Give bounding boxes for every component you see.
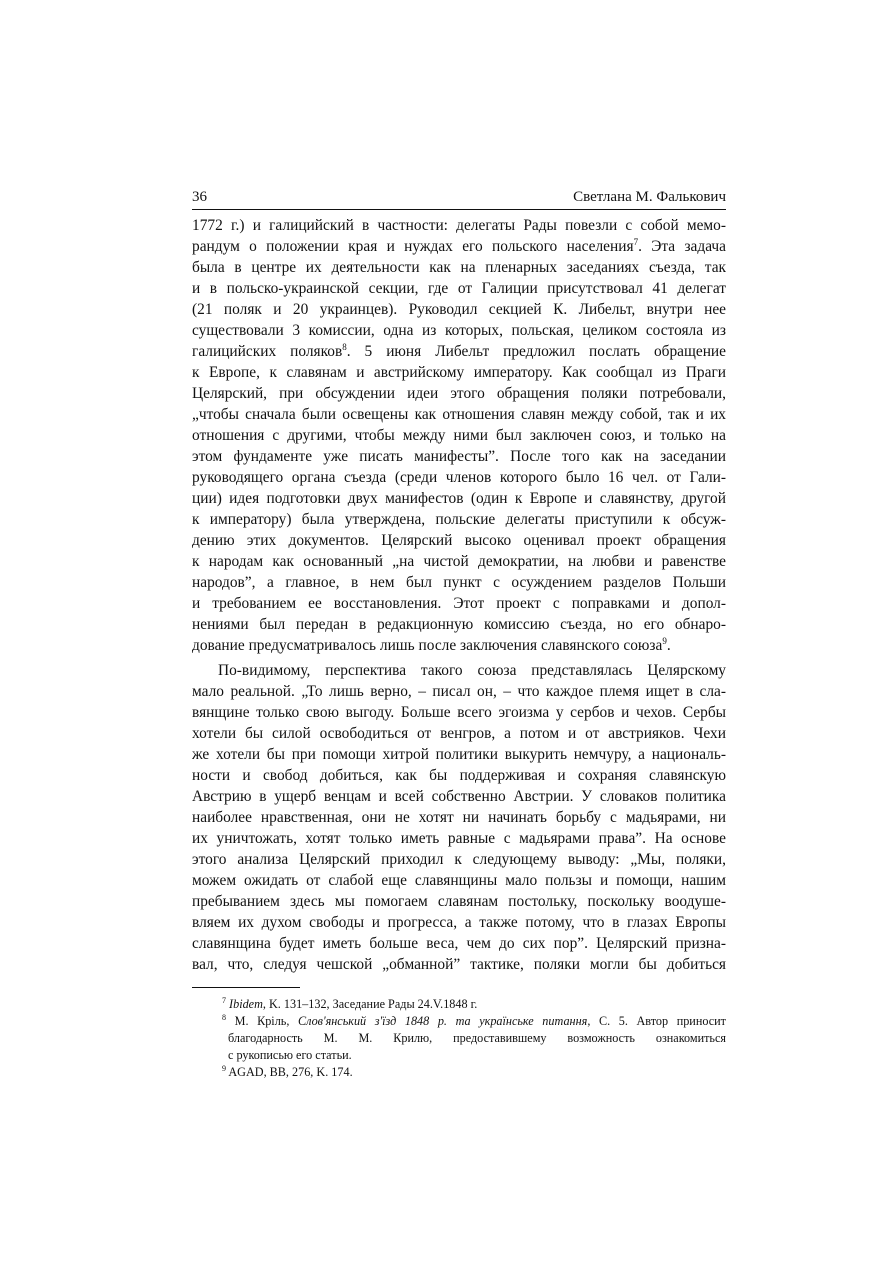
text-line: можем ожидать от слабой еще славянщины мало пользы и помощи, нашим — [192, 872, 726, 889]
text-line: хотели бы силой освободиться от венгров, а потом и от австрияков. Чехи — [192, 725, 726, 742]
text-line: „чтобы сначала были освещены как отношения славян между собой, так и их — [192, 406, 726, 423]
text-line: ности и свобод добиться, как бы поддерживая и сохраняя славянскую — [192, 767, 726, 784]
running-head — [192, 187, 726, 210]
footnote-7: $^7$ Ibidem, K. 131–132, Заседание Рады 24.V.1848 г. — [222, 996, 478, 1011]
text-line: руководящего органа съезда (среди членов которого было 16 чел. от Гали- — [192, 469, 726, 486]
text-line: По-видимому, перспектива такого союза представлялась Целярскому — [218, 662, 726, 679]
text-line: дению этих документов. Целярский высоко оценивал проект обращения — [192, 532, 726, 549]
text-line: вляем их духом свободы и прогресса, а также потому, что в глазах Европы — [192, 914, 726, 931]
text-line: наиболее нравственная, они не хотят ни начинать борьбу с мадьярами, ни — [192, 809, 726, 826]
text-line: к народам как основанный „на чистой демократии, на любви и равенстве — [192, 553, 726, 570]
text-line: этого анализа Целярский приходил к следующему выводу: „Мы, поляки, — [192, 851, 726, 868]
text-line: народов”, а главное, в нем был пункт с осуждением разделов Польши — [192, 574, 726, 591]
text-line: существовали 3 комиссии, одна из которых, польская, целиком состояла из — [192, 322, 726, 339]
text-line: дование предусматривалось лишь после заключения славянского союза$^9$. — [192, 636, 671, 654]
footnote-8-line-3: с рукописью его статьи. — [228, 1048, 352, 1062]
text-line: Австрию в ущерб венцам и всей собственно Австрии. У словаков политика — [192, 788, 726, 805]
text-line: рандум о положении края и нуждах его польского населения$^7$. Эта задача — [192, 237, 726, 255]
book-page — [192, 187, 726, 1081]
footnote-9: $^9$ AGAD, BB, 276, K. 174. — [222, 1064, 353, 1079]
text-line: отношения с другими, чтобы между ними был заключен союз, и только на — [192, 427, 726, 444]
footnote-8: $^8$ М. Кріль, Слов'янський з'їзд 1848 р. та українське питання, С. 5. Автор приносит — [222, 1013, 726, 1028]
footnote-ref-9[interactable]: 9 — [662, 636, 667, 646]
text-line: их уничтожать, хотят только иметь равные с мадьярами права”. На основе — [192, 830, 726, 847]
text-line: ции) идея подготовки двух манифестов (один к Европе и славянству, другой — [192, 490, 726, 507]
body-text — [192, 215, 726, 975]
footnotes — [192, 996, 726, 1081]
paragraph-2 — [192, 660, 726, 975]
paragraph-1 — [192, 215, 726, 656]
text-line: и в польско-украинской секции, где от Галиции присутствовал 41 делегат — [192, 280, 726, 297]
text-line: славянщина будет иметь больше веса, чем до сих пор”. Целярский призна- — [192, 935, 726, 952]
text-line: и требованием ее восстановления. Этот проект с поправками и допол- — [192, 595, 726, 612]
text-line: Целярский, при обсуждении идеи этого обращения поляки потребовали, — [192, 385, 726, 402]
footnote-divider — [192, 987, 300, 988]
text-line: же хотели бы при помощи хитрой политики выкурить немчуру, а националь- — [192, 746, 726, 763]
text-line: вянщине только свою выгоду. Больше всего эгоизма у сербов и чехов. Сербы — [192, 704, 726, 721]
page-number: 36 — [192, 189, 207, 205]
running-head-author: Светлана М. Фалькович — [573, 189, 726, 205]
text-line: к Европе, к славянам и австрийскому императору. Как сообщал из Праги — [192, 364, 726, 381]
text-line: была в центре их деятельности как на пленарных заседаниях съезда, так — [192, 259, 726, 276]
text-line: к императору) была утверждена, польские делегаты приступили к обсуж- — [192, 511, 726, 528]
text-line: (21 поляк и 20 украинцев). Руководил секцией К. Либельт, внутри нее — [192, 301, 726, 318]
text-line: галицийских поляков$^8$. 5 июня Либельт предложил послать обращение — [192, 342, 726, 360]
footnote-8-line-2: благодарность М. М. Крилю, предоставившему возможность ознакомиться — [228, 1031, 726, 1045]
text-line: нениями был передан в редакционную комиссию съезда, но его обнаро- — [192, 616, 726, 633]
text-line: 1772 г.) и галицийский в частности: делегаты Рады повезли с собой мемо- — [192, 217, 726, 234]
text-line: пребыванием здесь мы помогаем славянам постольку, поскольку воодуше- — [192, 893, 726, 910]
text-line: мало реальной. „То лишь верно, – писал он, – что каждое племя ищет в сла- — [192, 683, 726, 700]
text-line: этом фундаменте уже писать манифесты”. После того как на заседании — [192, 448, 726, 465]
text-line: вал, что, следуя чешской „обманной” тактике, поляки могли бы добиться — [192, 956, 726, 973]
footnote-ref-8[interactable]: 8 — [342, 342, 347, 352]
footnote-ref-7[interactable]: 7 — [633, 237, 639, 247]
